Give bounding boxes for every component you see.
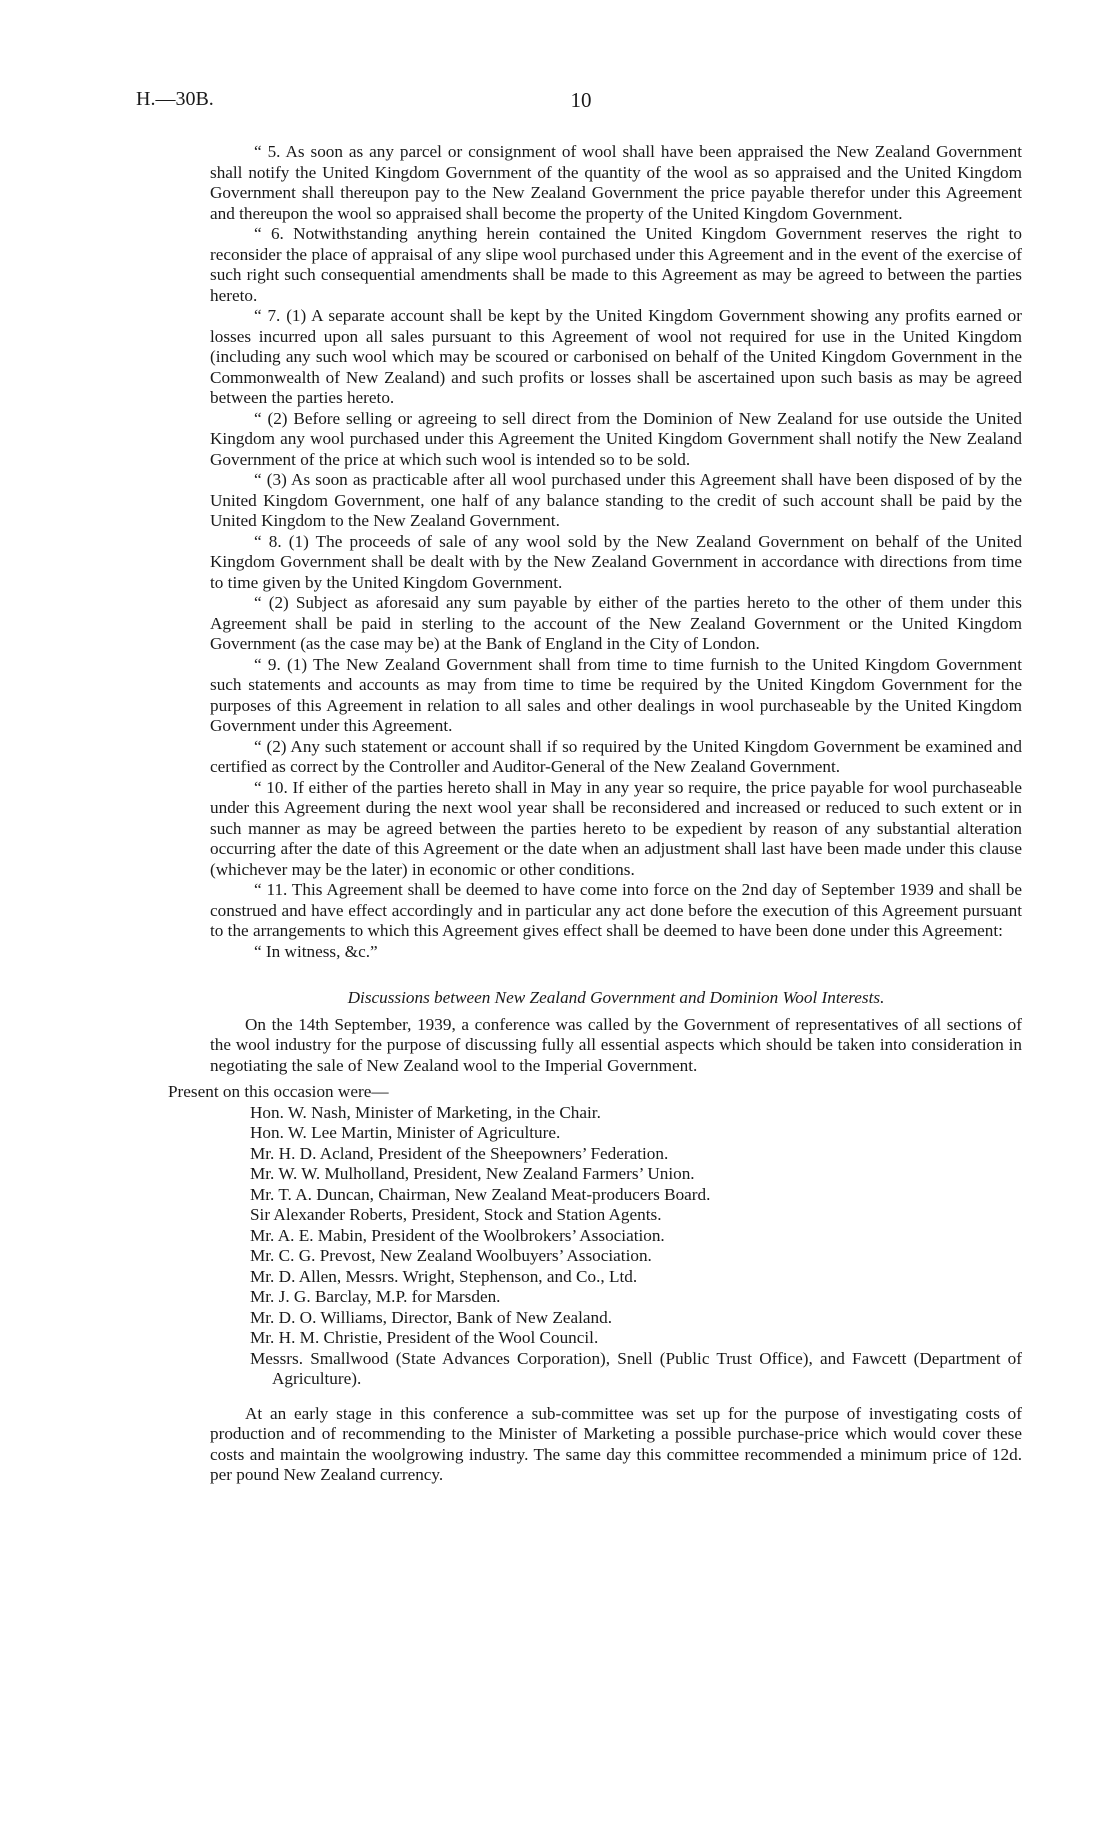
present-intro: Present on this occasion were—	[168, 1082, 389, 1101]
page-header	[136, 88, 1026, 118]
clause-7-2: “ (2) Before selling or agreeing to sell direct from the Dominion of New Zealand for use outside the United Kingdom any wool purchased under this Agreement the United Kingdom Government shall notify the New Zealand Government of the price at which such wool is intended so to be sold.	[210, 408, 1022, 469]
page-number: 10	[570, 88, 592, 112]
clause-6: “ 6. Notwithstanding anything herein contained the United Kingdom Government reserves the right to reconsider the place of appraisal of any slipe wool purchased under this Agreement and in the event of the exercise of such right such consequential amendments shall be made to this Agreement as may be agreed to between the parties hereto.	[210, 224, 1022, 305]
sign-off: “ In witness, &c.”	[254, 941, 378, 961]
section-heading: Discussions between New Zealand Government and Dominion Wool Interests.	[347, 988, 885, 1007]
attendee: Mr. T. A. Duncan, Chairman, New Zealand Meat-producers Board.	[250, 1184, 711, 1204]
clause-10: “ 10. If either of the parties hereto shall in May in any year so require, the price payable for wool purchaseable under this Agreement during the next wool year shall be reconsidered and increased or reduced to such extent or in such manner as may be agreed between the parties hereto to be expedient by reason of any substantial alteration occurring after the date of this Agreement or the date when an adjustment shall last have been made under this clause (whichever may be the later) in economic or other conditions.	[210, 777, 1022, 879]
clause-7-3: “ (3) As soon as practicable after all wool purchased under this Agreement shall have been disposed of by the United Kingdom Government, one half of any balance standing to the credit of such account shall be paid by the United Kingdom to the New Zealand Government.	[210, 470, 1022, 530]
attendee: Sir Alexander Roberts, President, Stock and Station Agents.	[250, 1205, 662, 1224]
attendee: Mr. J. G. Barclay, M.P. for Marsden.	[250, 1287, 501, 1306]
attendee: Mr. H. M. Christie, President of the Wool Council.	[250, 1328, 599, 1347]
clause-8-1: “ 8. (1) The proceeds of sale of any wool sold by the New Zealand Government on behalf of the United Kingdom Government shall be dealt with by the New Zealand Government in accordance with directions from time to time given by the United Kingdom Government.	[210, 531, 1022, 592]
attendee: Mr. H. D. Acland, President of the Sheepowners’ Federation.	[250, 1143, 669, 1163]
attendee-list	[210, 1103, 1022, 1390]
clause-5: “ 5. As soon as any parcel or consignment of wool shall have been appraised the New Zealand Government shall notify the United Kingdom Government of the quantity of the wool as so appraised and the United Kingdom Government shall thereupon pay to the New Zealand Government the price payable therefor under this Agreement and thereupon the wool so appraised shall become the property of the United Kingdom Government.	[210, 142, 1022, 223]
document-reference: H.—30B.	[136, 88, 214, 110]
closing-paragraph: At an early stage in this conference a sub-committee was set up for the purpose of investigating costs of production and of recommending to the Minister of Marketing a possible purchase-price which would cover these costs and maintain the woolgrowing industry. The same day this committee recommended a minimum price of 12d. per pound New Zealand currency.	[210, 1403, 1022, 1484]
attendee: Hon. W. Lee Martin, Minister of Agriculture.	[250, 1123, 561, 1142]
agreement-clauses	[210, 142, 1022, 962]
clause-9-1: “ 9. (1) The New Zealand Government shall from time to time furnish to the United Kingdom Government such statements and accounts as may from time to time be required by the United Kingdom Government for the purposes of this Agreement in relation to all sales and other dealings in wool purchaseable by the United Kingdom Government under this Agreement.	[210, 654, 1022, 735]
clause-7-1: “ 7. (1) A separate account shall be kept by the United Kingdom Government showing any profits earned or losses incurred upon all sales pursuant to this Agreement of wool not required for use in the United Kingdom (including any such wool which may be scoured or carbonised on behalf of the United Kingdom Government in the Commonwealth of New Zealand) and such profits or losses shall be ascertained upon such basis as may be agreed between the parties hereto.	[210, 306, 1022, 407]
page-body	[168, 142, 1022, 1486]
attendee: Mr. A. E. Mabin, President of the Woolbrokers’ Association.	[250, 1225, 665, 1245]
clause-8-2: “ (2) Subject as aforesaid any sum payable by either of the parties hereto to the other of them under this Agreement shall be paid in sterling to the account of the New Zealand Government or the United Kingdom Government (as the case may be) at the Bank of England in the City of London.	[210, 593, 1022, 653]
attendee: Messrs. Smallwood (State Advances Corporation), Snell (Public Trust Office), and Fawcett (Department of Agriculture).	[250, 1348, 1022, 1388]
attendee: Mr. C. G. Prevost, New Zealand Woolbuyers’ Association.	[250, 1246, 652, 1265]
attendee: Mr. D. O. Williams, Director, Bank of New Zealand.	[250, 1307, 613, 1327]
attendee: Mr. W. W. Mulholland, President, New Zealand Farmers’ Union.	[250, 1164, 695, 1183]
clause-9-2: “ (2) Any such statement or account shall if so required by the United Kingdom Government be examined and certified as correct by the Controller and Auditor-General of the New Zealand Government.	[210, 736, 1022, 776]
attendee: Mr. D. Allen, Messrs. Wright, Stephenson, and Co., Ltd.	[250, 1266, 638, 1286]
intro-paragraph: On the 14th September, 1939, a conference was called by the Government of representatives of all sections of the wool industry for the purpose of discussing fully all essential aspects which should be taken into consideration in negotiating the sale of New Zealand wool to the Imperial Government.	[210, 1014, 1022, 1075]
clause-11: “ 11. This Agreement shall be deemed to have come into force on the 2nd day of September 1939 and shall be construed and have effect accordingly and in particular any act done before the execution of this Agreement pursuant to the arrangements to which this Agreement gives effect shall be deemed to have been done under this Agreement:	[210, 880, 1022, 940]
attendee: Hon. W. Nash, Minister of Marketing, in the Chair.	[250, 1102, 601, 1122]
